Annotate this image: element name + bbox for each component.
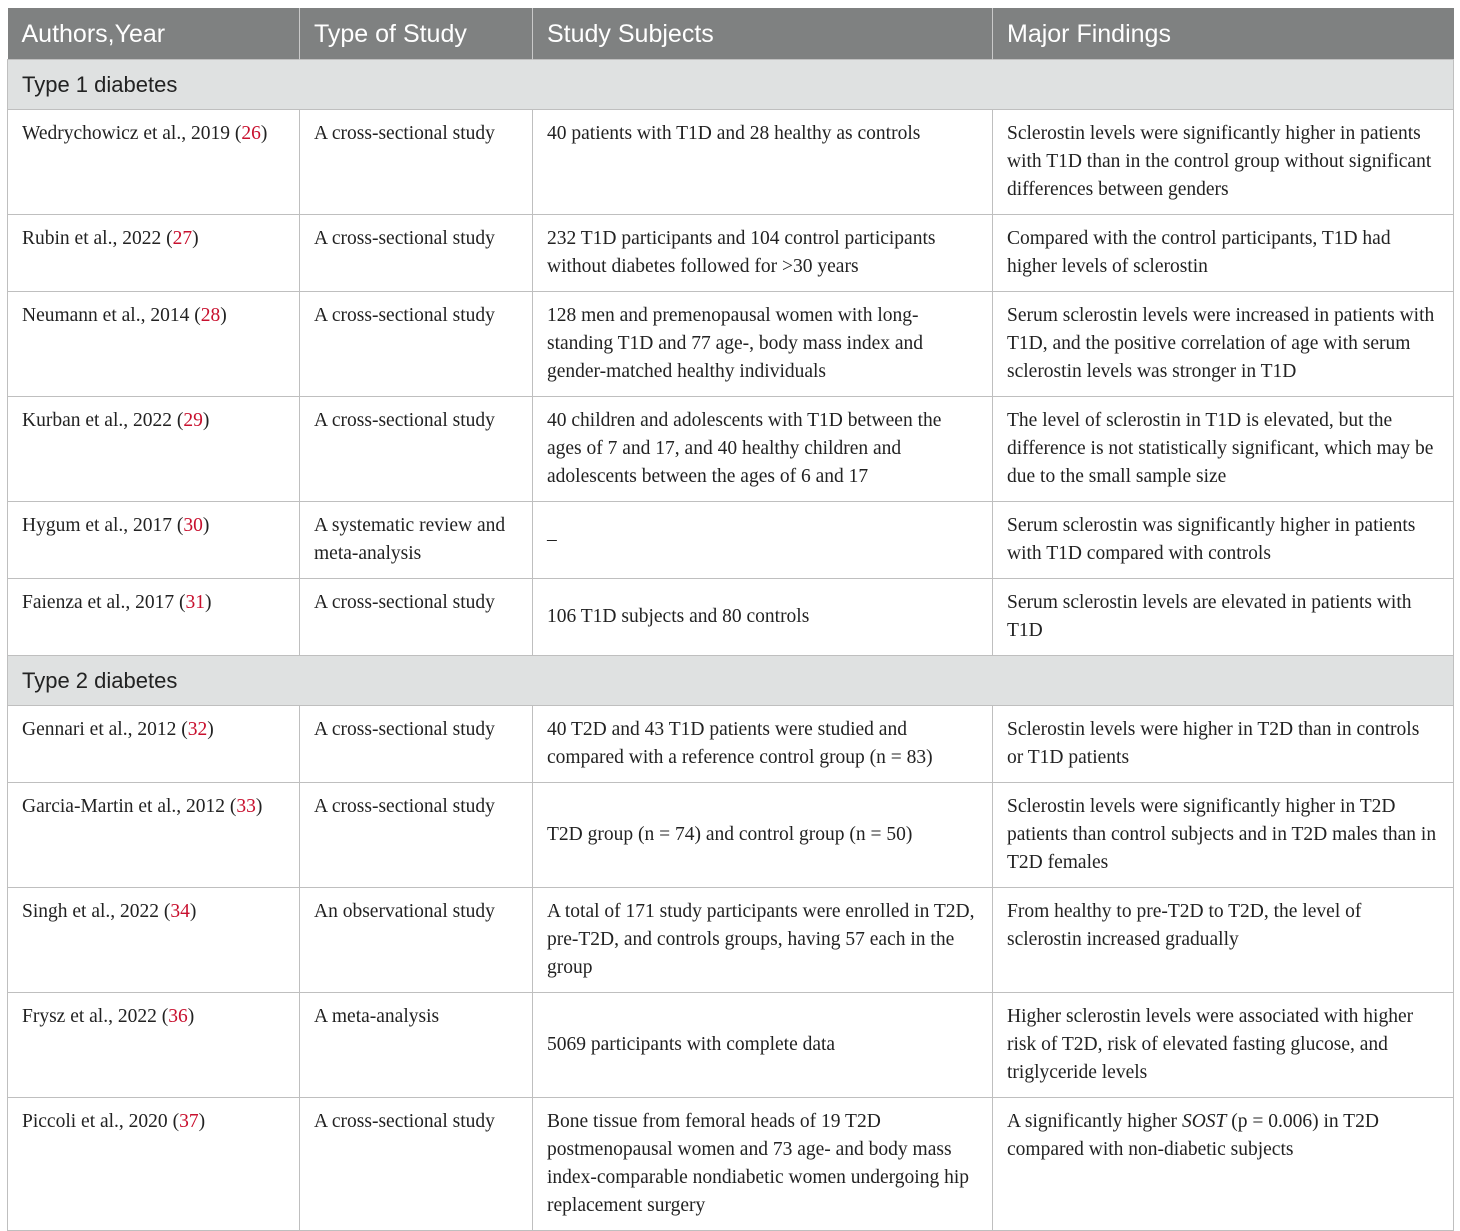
header-study-subjects: Study Subjects (533, 8, 993, 60)
author-text: Piccoli et al., 2020 (22, 1111, 168, 1132)
study-type-cell: An observational study (300, 888, 533, 993)
header-authors-year: Authors,Year (8, 8, 300, 60)
reference-link[interactable]: 32 (187, 719, 208, 740)
major-findings-cell: From healthy to pre-T2D to T2D, the level of sclerostin increased gradually (993, 888, 1454, 993)
section-title: Type 2 diabetes (8, 656, 1454, 706)
study-type-cell: A cross-sectional study (300, 397, 533, 502)
study-subjects-cell: 40 T2D and 43 T1D patients were studied and compared with a reference control group (n = 83) (533, 706, 993, 783)
author-text: Hygum et al., 2017 (22, 515, 173, 536)
findings-text-pre: A significantly higher (1007, 1111, 1182, 1132)
author-text: Faienza et al., 2017 (22, 592, 175, 613)
author-cell: Singh et al., 2022 (34) (8, 888, 300, 993)
study-subjects-cell: 5069 participants with complete data (533, 993, 993, 1098)
study-subjects-cell: 40 children and adolescents with T1D between the ages of 7 and 17, and 40 healthy children and adolescents between the ages of 6 and 17 (533, 397, 993, 502)
major-findings-cell: Sclerostin levels were higher in T2D than in controls or T1D patients (993, 706, 1454, 783)
author-text: Frysz et al., 2022 (22, 1006, 157, 1027)
author-text: Kurban et al., 2022 (22, 410, 173, 431)
study-subjects-cell: A total of 171 study participants were enrolled in T2D, pre-T2D, and controls groups, having 57 each in the group (533, 888, 993, 993)
reference-link[interactable]: 37 (179, 1111, 199, 1132)
author-cell: Kurban et al., 2022 (29) (8, 397, 300, 502)
study-type-cell: A cross-sectional study (300, 110, 533, 215)
study-type-cell: A cross-sectional study (300, 1098, 533, 1231)
major-findings-cell: Sclerostin levels were significantly higher in T2D patients than control subjects and in T2D males than in T2D females (993, 783, 1454, 888)
reference-link[interactable]: 33 (236, 796, 256, 817)
author-cell: Frysz et al., 2022 (36) (8, 993, 300, 1098)
author-text: Rubin et al., 2022 (22, 228, 162, 249)
table-header-row (8, 8, 1454, 60)
gene-name-sost: SOST (1181, 1111, 1227, 1132)
reference-link[interactable]: 29 (183, 410, 203, 431)
author-cell: Neumann et al., 2014 (28) (8, 292, 300, 397)
author-cell: Faienza et al., 2017 (31) (8, 579, 300, 656)
study-type-cell: A systematic review and meta-analysis (300, 502, 533, 579)
author-text: Singh et al., 2022 (22, 901, 160, 922)
section-row-type-1-diabetes (8, 60, 1454, 110)
author-cell: Gennari et al., 2012 (32) (8, 706, 300, 783)
table-row (8, 1098, 1454, 1231)
major-findings-cell: Serum sclerostin levels were increased in patients with T1D, and the positive correlation of age with serum sclerostin levels was stronger in T1D (993, 292, 1454, 397)
study-subjects-cell: Bone tissue from femoral heads of 19 T2D postmenopausal women and 73 age- and body mass index-comparable nondiabetic women undergoing hip replacement surgery (533, 1098, 993, 1231)
study-subjects-cell: 128 men and premenopausal women with long-standing T1D and 77 age-, body mass index and gender-matched healthy individuals (533, 292, 993, 397)
study-type-cell: A cross-sectional study (300, 292, 533, 397)
table-row (8, 993, 1454, 1098)
major-findings-cell: Serum sclerostin was significantly higher in patients with T1D compared with controls (993, 502, 1454, 579)
author-cell: Garcia-Martin et al., 2012 (33) (8, 783, 300, 888)
findings-text-post: (p = 0.006) in T2D compared with non-diabetic subjects (1007, 1111, 1379, 1160)
reference-link[interactable]: 28 (200, 305, 221, 326)
author-text: Wedrychowicz et al., 2019 (22, 123, 230, 144)
reference-link[interactable]: 27 (172, 228, 193, 249)
table-row (8, 706, 1454, 783)
author-cell: Piccoli et al., 2020 (37) (8, 1098, 300, 1231)
author-text: Neumann et al., 2014 (22, 305, 190, 326)
reference-link[interactable]: 36 (168, 1006, 188, 1027)
study-type-cell: A cross-sectional study (300, 579, 533, 656)
table-row (8, 888, 1454, 993)
sclerostin-studies-table (7, 8, 1454, 1231)
reference-link[interactable]: 30 (183, 515, 203, 536)
study-subjects-cell: – (533, 502, 993, 579)
major-findings-cell: The level of sclerostin in T1D is elevated, but the difference is not statistically significant, which may be due to the small sample size (993, 397, 1454, 502)
table-row (8, 502, 1454, 579)
header-type-of-study: Type of Study (300, 8, 533, 60)
table-row (8, 579, 1454, 656)
author-text: Garcia-Martin et al., 2012 (22, 796, 226, 817)
table-row (8, 783, 1454, 888)
table-row (8, 292, 1454, 397)
major-findings-cell: Higher sclerostin levels were associated with higher risk of T2D, risk of elevated fasting glucose, and triglyceride levels (993, 993, 1454, 1098)
reference-link[interactable]: 26 (241, 123, 261, 144)
study-subjects-cell: 232 T1D participants and 104 control participants without diabetes followed for >30 years (533, 215, 993, 292)
header-major-findings: Major Findings (993, 8, 1454, 60)
study-subjects-cell: 40 patients with T1D and 28 healthy as controls (533, 110, 993, 215)
study-subjects-cell: T2D group (n = 74) and control group (n = 50) (533, 783, 993, 888)
table-row (8, 397, 1454, 502)
major-findings-cell (993, 1098, 1454, 1231)
author-text: Gennari et al., 2012 (22, 719, 177, 740)
reference-link[interactable]: 31 (185, 592, 206, 613)
section-title: Type 1 diabetes (8, 60, 1454, 110)
major-findings-cell: Serum sclerostin levels are elevated in patients with T1D (993, 579, 1454, 656)
study-type-cell: A cross-sectional study (300, 783, 533, 888)
study-type-cell: A cross-sectional study (300, 706, 533, 783)
author-cell: Rubin et al., 2022 (27) (8, 215, 300, 292)
study-type-cell: A cross-sectional study (300, 215, 533, 292)
author-cell: Hygum et al., 2017 (30) (8, 502, 300, 579)
major-findings-cell: Compared with the control participants, T1D had higher levels of sclerostin (993, 215, 1454, 292)
study-subjects-cell: 106 T1D subjects and 80 controls (533, 579, 993, 656)
table-row (8, 110, 1454, 215)
section-row-type-2-diabetes (8, 656, 1454, 706)
study-type-cell: A meta-analysis (300, 993, 533, 1098)
author-cell: Wedrychowicz et al., 2019 (26) (8, 110, 300, 215)
reference-link[interactable]: 34 (170, 901, 190, 922)
major-findings-cell: Sclerostin levels were significantly higher in patients with T1D than in the control group without significant differences between genders (993, 110, 1454, 215)
table-row (8, 215, 1454, 292)
